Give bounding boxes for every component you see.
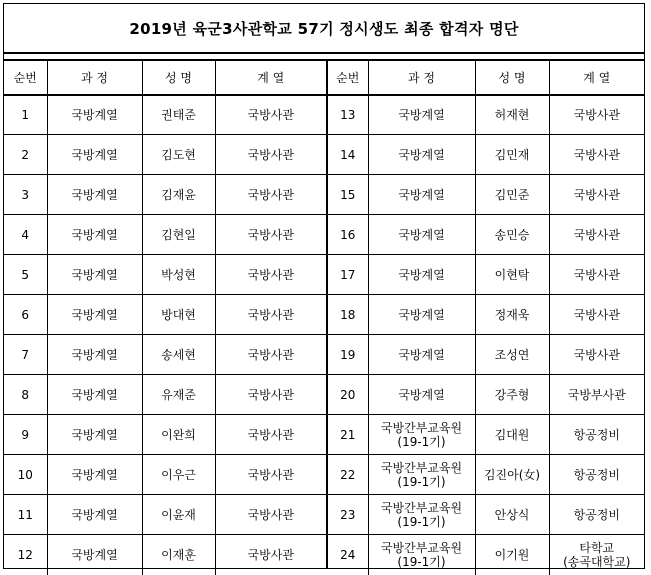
roster-table-left: [4, 59, 326, 568]
table-row: [328, 215, 644, 255]
cell-track: 국방사관: [215, 455, 326, 495]
cell-no: 1: [4, 95, 47, 135]
cell-name: 이기원: [475, 535, 549, 575]
table-row: [328, 295, 644, 335]
cell-course: 국방계열: [47, 175, 142, 215]
table-row: [328, 255, 644, 295]
cell-name: 조성연: [475, 335, 549, 375]
table-row: [328, 455, 644, 495]
page-title: 2019년 육군3사관학교 57기 정시생도 최종 합격자 명단: [129, 19, 519, 38]
track-line-1: 타학교: [579, 540, 615, 555]
cell-no: 4: [4, 215, 47, 255]
header-row: [328, 61, 644, 95]
course-line-2: (19-1기): [397, 514, 446, 529]
table-row: [4, 95, 326, 135]
cell-no: 17: [328, 255, 368, 295]
cell-track: 국방사관: [215, 95, 326, 135]
cell-course: 국방계열: [47, 255, 142, 295]
cell-course: [368, 415, 475, 455]
table-row: [4, 495, 326, 535]
cell-track: 국방사관: [549, 135, 644, 175]
cell-track: 항공정비: [549, 455, 644, 495]
cell-name: 김민재: [475, 135, 549, 175]
cell-no: 13: [328, 95, 368, 135]
cell-no: 21: [328, 415, 368, 455]
cell-no: 15: [328, 175, 368, 215]
header-no: 순번: [4, 61, 47, 95]
cell-no: 5: [4, 255, 47, 295]
cell-name: 안상식: [475, 495, 549, 535]
course-line-2: (19-1기): [397, 434, 446, 449]
cell-no: 11: [4, 495, 47, 535]
cell-no: 8: [4, 375, 47, 415]
table-row: [4, 455, 326, 495]
cell-course: 국방계열: [47, 95, 142, 135]
cell-track: 국방사관: [549, 335, 644, 375]
cell-track: 국방사관: [215, 375, 326, 415]
header-no: 순번: [328, 61, 368, 95]
cell-course: 국방계열: [368, 215, 475, 255]
cell-course: [368, 495, 475, 535]
cell-course: 국방계열: [47, 295, 142, 335]
cell-no: 18: [328, 295, 368, 335]
cell-name: 김도현: [142, 135, 215, 175]
cell-course: 국방계열: [368, 175, 475, 215]
cell-name: 이재훈: [142, 535, 215, 575]
cell-no: 7: [4, 335, 47, 375]
header-course: 과 정: [47, 61, 142, 95]
course-line-2: (19-1기): [397, 554, 446, 569]
cell-track: 국방사관: [215, 495, 326, 535]
cell-track: 국방사관: [549, 255, 644, 295]
table-row: [328, 415, 644, 455]
cell-name: 허재현: [475, 95, 549, 135]
cell-no: 2: [4, 135, 47, 175]
cell-name: 김대원: [475, 415, 549, 455]
course-line-2: (19-1기): [397, 474, 446, 489]
cell-course: 국방계열: [47, 215, 142, 255]
cell-course: 국방계열: [368, 335, 475, 375]
cell-course: [368, 455, 475, 495]
cell-no: 9: [4, 415, 47, 455]
title-box: [4, 4, 644, 54]
cell-name: 김진아(女): [475, 455, 549, 495]
cell-course: 국방계열: [47, 415, 142, 455]
cell-name: 김재윤: [142, 175, 215, 215]
cell-course: 국방계열: [47, 135, 142, 175]
cell-course: 국방계열: [47, 455, 142, 495]
course-line-1: 국방간부교육원: [380, 420, 463, 435]
cell-no: 24: [328, 535, 368, 575]
cell-course: 국방계열: [368, 375, 475, 415]
cell-course: 국방계열: [368, 95, 475, 135]
table-row: [328, 335, 644, 375]
table-row: [4, 215, 326, 255]
track-line-2: (송곡대학교): [563, 554, 631, 569]
table-row: [4, 295, 326, 335]
table-row: [4, 175, 326, 215]
cell-track: 국방사관: [215, 535, 326, 575]
cell-name: 송민승: [475, 215, 549, 255]
cell-no: 10: [4, 455, 47, 495]
cell-course: 국방계열: [368, 295, 475, 335]
cell-track: 항공정비: [549, 415, 644, 455]
cell-name: 이완희: [142, 415, 215, 455]
cell-track: 항공정비: [549, 495, 644, 535]
table-row: [328, 95, 644, 135]
cell-no: 19: [328, 335, 368, 375]
cell-no: 14: [328, 135, 368, 175]
cell-track: 국방사관: [549, 295, 644, 335]
cell-no: 23: [328, 495, 368, 535]
roster-document: [3, 3, 645, 569]
cell-name: 김현일: [142, 215, 215, 255]
cell-course: 국방계열: [47, 535, 142, 575]
cell-track: [549, 535, 644, 575]
cell-name: 강주형: [475, 375, 549, 415]
cell-track: 국방사관: [215, 175, 326, 215]
header-row: [4, 61, 326, 95]
cell-course: 국방계열: [368, 255, 475, 295]
cell-name: 권태준: [142, 95, 215, 135]
table-row: [328, 135, 644, 175]
cell-track: 국방사관: [549, 175, 644, 215]
header-track: 계 열: [549, 61, 644, 95]
cell-track: 국방사관: [215, 415, 326, 455]
cell-track: 국방사관: [549, 215, 644, 255]
cell-no: 3: [4, 175, 47, 215]
header-course: 과 정: [368, 61, 475, 95]
cell-course: 국방계열: [47, 335, 142, 375]
cell-track: 국방사관: [215, 135, 326, 175]
table-row: [328, 495, 644, 535]
cell-no: 16: [328, 215, 368, 255]
table-row: [4, 535, 326, 575]
cell-track: 국방사관: [215, 295, 326, 335]
cell-name: 방대현: [142, 295, 215, 335]
cell-course: [368, 535, 475, 575]
cell-no: 12: [4, 535, 47, 575]
cell-course: 국방계열: [47, 495, 142, 535]
table-row: [328, 535, 644, 575]
table-row: [4, 135, 326, 175]
table-row: [4, 375, 326, 415]
cell-name: 유재준: [142, 375, 215, 415]
header-name: 성 명: [142, 61, 215, 95]
cell-no: 20: [328, 375, 368, 415]
cell-name: 정재욱: [475, 295, 549, 335]
cell-track: 국방사관: [215, 335, 326, 375]
cell-track: 국방사관: [549, 95, 644, 135]
table-row: [4, 255, 326, 295]
cell-name: 김민준: [475, 175, 549, 215]
cell-no: 6: [4, 295, 47, 335]
course-line-1: 국방간부교육원: [380, 460, 463, 475]
table-row: [328, 375, 644, 415]
table-row: [4, 335, 326, 375]
cell-track: 국방사관: [215, 255, 326, 295]
header-track: 계 열: [215, 61, 326, 95]
cell-track: 국방사관: [215, 215, 326, 255]
cell-name: 이우근: [142, 455, 215, 495]
cell-name: 이현탁: [475, 255, 549, 295]
course-line-1: 국방간부교육원: [380, 500, 463, 515]
roster-table-right: [326, 59, 644, 568]
roster-tables: [4, 59, 644, 568]
cell-name: 박성현: [142, 255, 215, 295]
table-row: [4, 415, 326, 455]
table-row: [328, 175, 644, 215]
cell-name: 송세현: [142, 335, 215, 375]
cell-no: 22: [328, 455, 368, 495]
cell-course: 국방계열: [47, 375, 142, 415]
course-line-1: 국방간부교육원: [380, 540, 463, 555]
cell-course: 국방계열: [368, 135, 475, 175]
cell-name: 이윤재: [142, 495, 215, 535]
cell-track: 국방부사관: [549, 375, 644, 415]
header-name: 성 명: [475, 61, 549, 95]
